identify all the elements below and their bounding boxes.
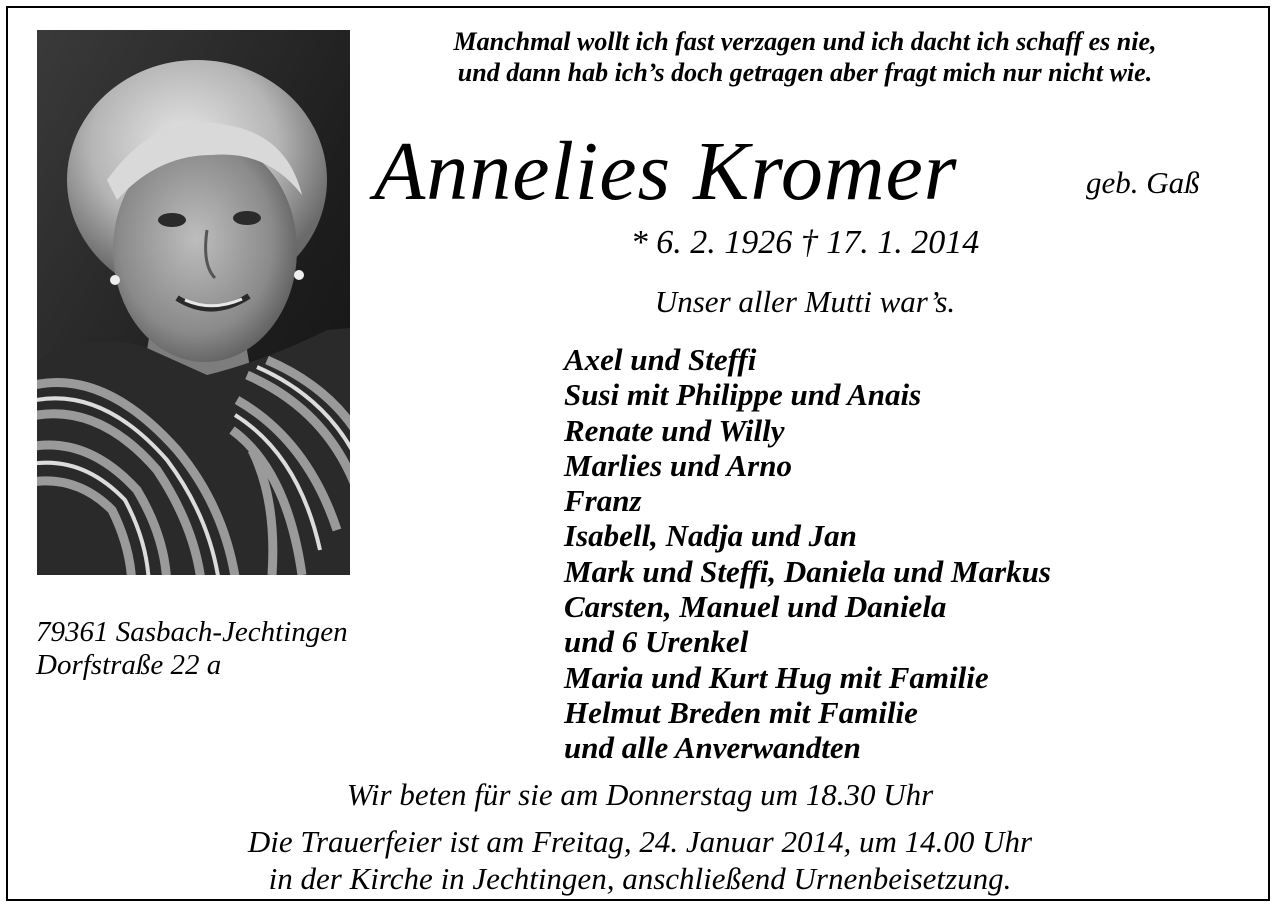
address-line-1: 79361 Sasbach-Jechtingen [36, 616, 348, 648]
mourners-list [564, 342, 1051, 766]
motto-line-1: Manchmal wollt ich fast verzagen und ich dacht ich schaff es nie, [453, 27, 1157, 56]
funeral-line-2: in der Kirche in Jechtingen, anschließend Urnenbeisetzung. [268, 861, 1012, 896]
mourner-item: Renate und Willy [564, 412, 785, 448]
mourner-item: Isabell, Nadja und Jan [564, 518, 857, 554]
mourner-item: und 6 Urenkel [564, 624, 749, 660]
portrait-photo [37, 30, 350, 575]
service-details [0, 776, 1280, 897]
motto-verse [360, 26, 1250, 88]
mourner-item: Mark und Steffi, Daniela und Markus [564, 553, 1051, 589]
mourner-item: Helmut Breden mit Familie [564, 694, 918, 730]
mourner-item: Susi mit Philippe und Anais [564, 377, 922, 413]
prayer-notice: Wir beten für sie am Donnerstag um 18.30 Uhr [346, 777, 934, 812]
mourner-item: Marlies und Arno [564, 447, 792, 483]
mourner-item: und alle Anverwandten [564, 730, 861, 766]
tagline: Unser aller Mutti war’s. [654, 284, 956, 319]
life-dates: * 6. 2. 1926 † 17. 1. 2014 [630, 224, 980, 261]
mourner-item: Carsten, Manuel und Daniela [564, 589, 947, 625]
address-line-2: Dorfstraße 22 a [36, 649, 222, 681]
mourner-item: Maria und Kurt Hug mit Familie [564, 659, 989, 695]
deceased-name: Annelies Kromer [374, 125, 958, 218]
family-address [36, 616, 348, 682]
mourner-item: Franz [564, 483, 642, 519]
mourner-item: Axel und Steffi [564, 342, 757, 377]
motto-line-2: und dann hab ich’s doch getragen aber fragt mich nur nicht wie. [457, 58, 1153, 87]
funeral-line-1: Die Trauerfeier ist am Freitag, 24. Januar 2014, um 14.00 Uhr [247, 824, 1033, 859]
birth-name: geb. Gaß [1086, 165, 1200, 200]
